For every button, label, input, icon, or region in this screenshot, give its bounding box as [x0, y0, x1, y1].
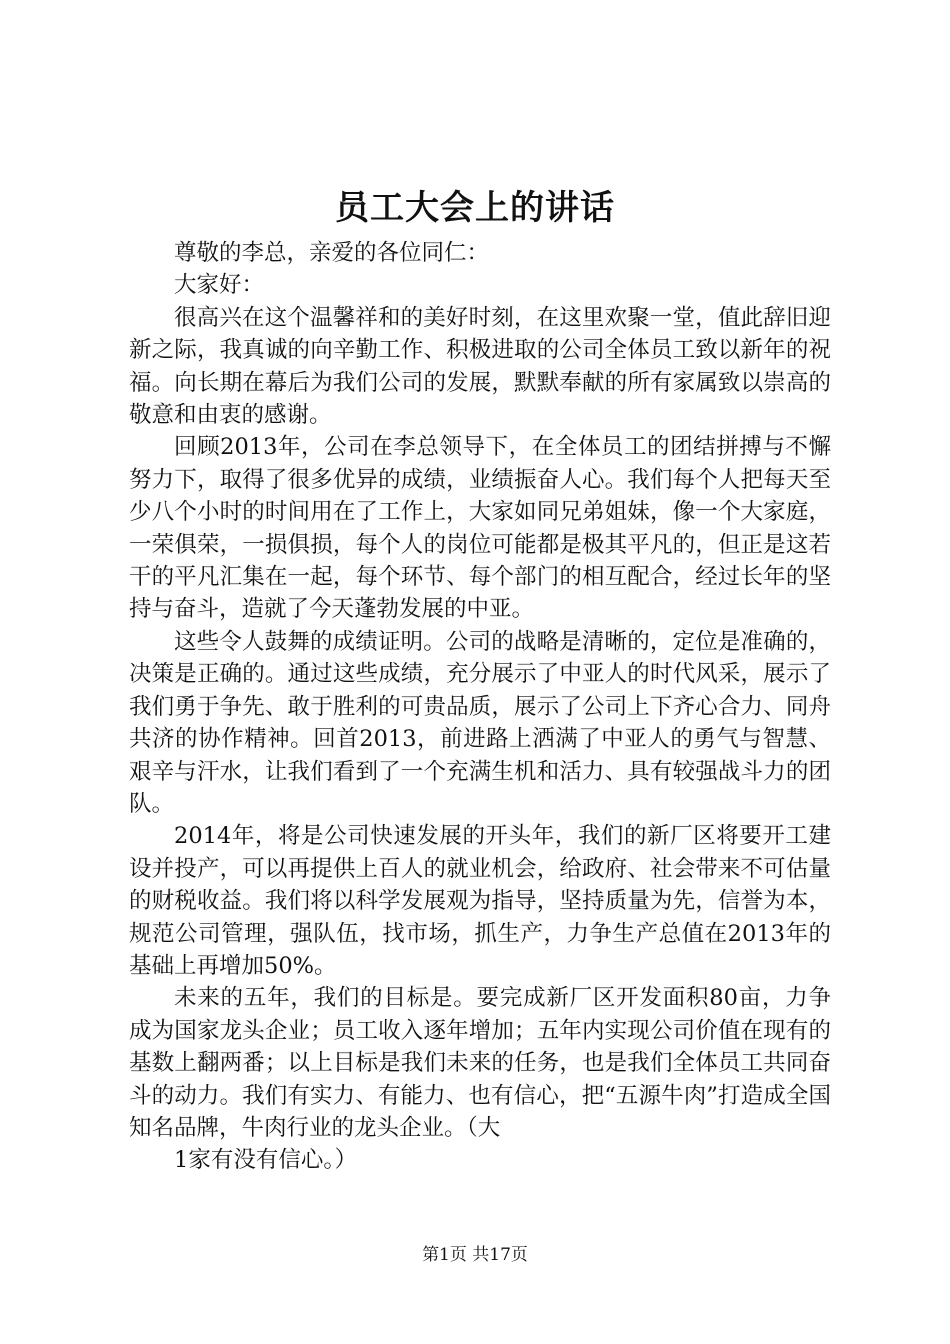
paragraph: 回顾2013年，公司在李总领导下，在全体员工的团结拼搏与不懈努力下，取得了很多优异的成绩，业绩振奋人心。我们每个人把每天至少八个小时的时间用在了工作上，大家如同兄弟姐妹，像一个大家庭，一荣俱荣，一损俱损，每个人的岗位可能都是极其平凡的，但正是这若干的平凡汇集在一起，每个环节、每个部门的相互配合，经过长年的坚持与奋斗，造就了今天蓬勃发展的中亚。: [129, 434, 831, 623]
paragraph: 未来的五年，我们的目标是。要完成新厂区开发面积80亩，力争成为国家龙头企业；员工收入逐年增加；五年内实现公司价值在现有的基数上翻两番；以上目标是我们未来的任务，也是我们全体员工共同奋斗的动力。我们有实力、有能力、也有信心，把“五源牛肉”打造成全国知名品牌，牛肉行业的龙头企业。（大: [129, 985, 831, 1141]
page-title: 员工大会上的讲话: [335, 188, 615, 228]
paragraph: 这些令人鼓舞的成绩证明。公司的战略是清晰的，定位是准确的，决策是正确的。通过这些成绩，充分展示了中亚人的时代风采，展示了我们勇于争先、敢于胜利的可贵品质，展示了公司上下齐心合力、同舟共济的协作精神。回首2013，前进路上洒满了中亚人的勇气与智慧、艰辛与汗水，让我们看到了一个充满生机和活力、具有较强战斗力的团队。: [129, 628, 831, 817]
salutation: 尊敬的李总，亲爱的各位同仁：: [174, 240, 490, 266]
paragraph: 很高兴在这个温馨祥和的美好时刻，在这里欢聚一堂，值此辞旧迎新之际，我真诚的向辛勤工作、积极进取的公司全体员工致以新年的祝福。向长期在幕后为我们公司的发展，默默奉献的所有家属致以崇高的敬意和由衷的感谢。: [129, 304, 831, 429]
paragraph: 2014年，将是公司快速发展的开头年，我们的新厂区将要开工建设并投产，可以再提供上百人的就业机会，给政府、社会带来不可估量的财税收益。我们将以科学发展观为指导，坚持质量为先，信誉为本，规范公司管理，强队伍，找市场，抓生产，力争生产总值在2013年的基础上再增加50%。: [129, 823, 831, 979]
greeting: 大家好：: [174, 272, 265, 299]
paragraph-continuation: 1家有没有信心。）: [174, 1147, 358, 1174]
page-footer: 第1页 共17页: [422, 1245, 528, 1265]
document-body: [129, 237, 831, 1177]
